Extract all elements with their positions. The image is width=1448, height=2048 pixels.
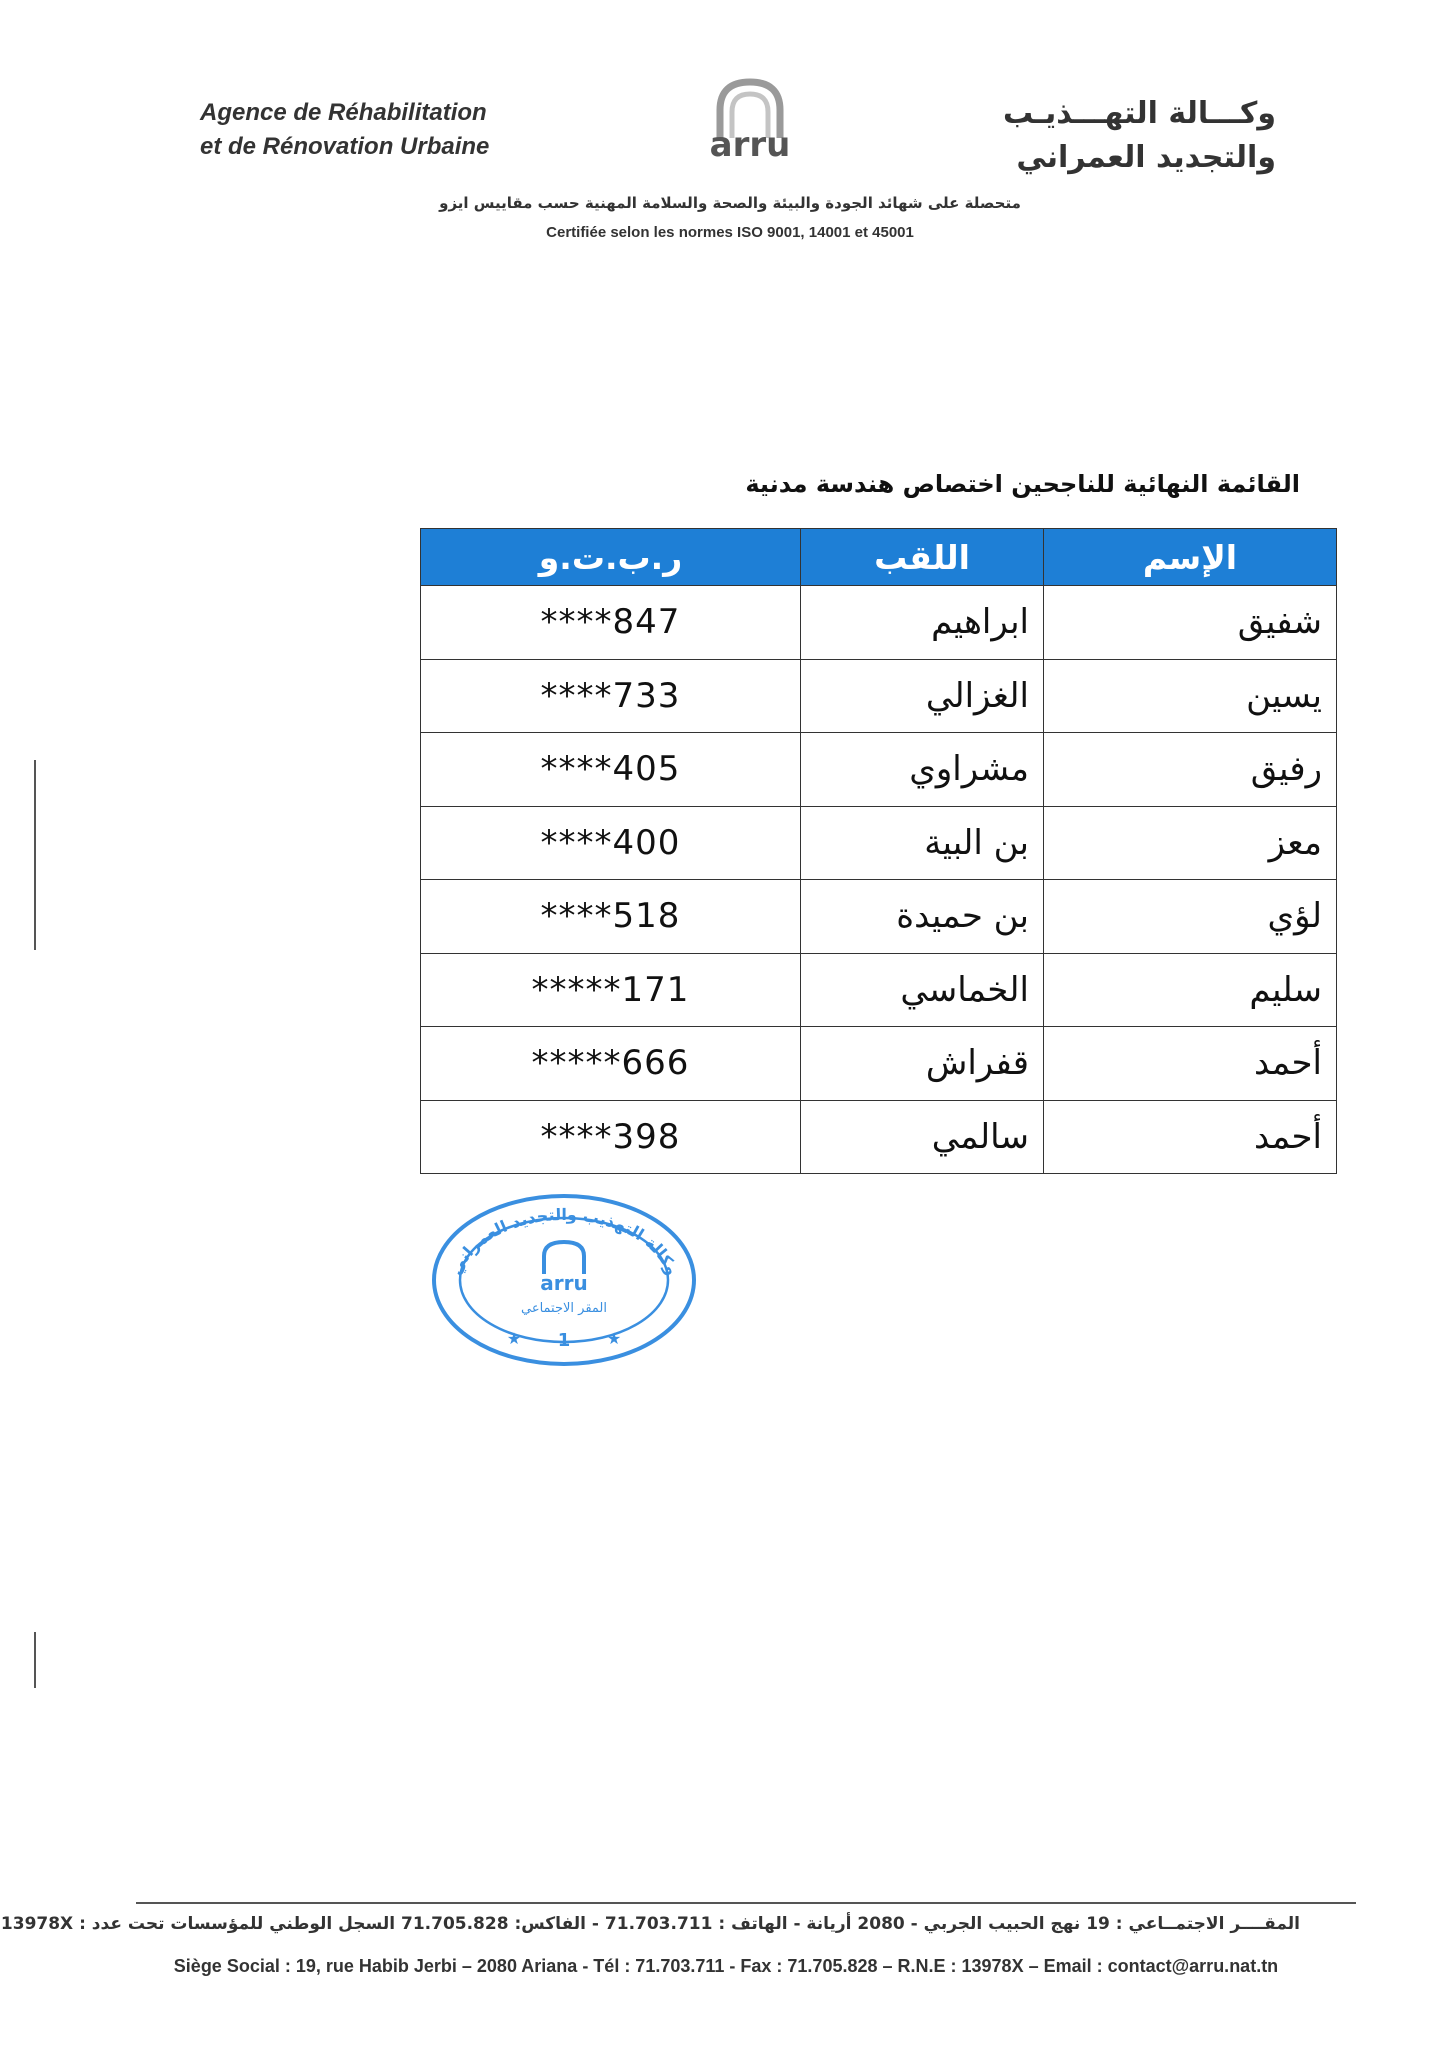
cell-id: *****666 <box>421 1027 801 1101</box>
stamp-number: 1 <box>557 1330 571 1351</box>
stamp-inner-text: المقر الاجتماعي <box>520 1301 608 1316</box>
cell-name: سليم <box>1044 953 1337 1027</box>
table-row <box>421 1027 1337 1101</box>
cell-id: ****733 <box>421 659 801 733</box>
cell-id: ****847 <box>421 586 801 660</box>
stamp-star-right: ★ <box>606 1329 622 1348</box>
stamp-star-left: ★ <box>506 1329 522 1348</box>
stamp-outer-text: وكالة التهذيب والتجديد العمراني <box>445 1204 683 1278</box>
cell-surname: ابراهيم <box>801 586 1044 660</box>
header-name: الإسم <box>1044 529 1337 586</box>
cell-surname: الخماسي <box>801 953 1044 1027</box>
cell-name: يسين <box>1044 659 1337 733</box>
cell-name: رفيق <box>1044 733 1337 807</box>
certification-ar: متحصلة على شهائد الجودة والبيئة والصحة والسلامة المهنية حسب مقاييس ايزو <box>439 194 1021 212</box>
table-row <box>421 586 1337 660</box>
table-row <box>421 1100 1337 1174</box>
org-name-fr <box>200 96 530 164</box>
scan-margin-line <box>34 1632 36 1688</box>
results-table <box>420 528 1337 1174</box>
cell-surname: قفراش <box>801 1027 1044 1101</box>
cell-id: ****405 <box>421 733 801 807</box>
cell-name: شفيق <box>1044 586 1337 660</box>
cell-name: أحمد <box>1044 1027 1337 1101</box>
cell-id: ****400 <box>421 806 801 880</box>
certification-fr: Certifiée selon les normes ISO 9001, 14001 et 45001 <box>546 224 914 241</box>
cell-id: ****518 <box>421 880 801 954</box>
header-surname: اللقب <box>801 529 1044 586</box>
arru-logo <box>690 76 810 172</box>
cell-surname: سالمي <box>801 1100 1044 1174</box>
org-name-fr-line1: Agence de Réhabilitation <box>200 99 487 126</box>
org-name-ar-line1: وكـــالة التهـــذيـب <box>1003 96 1276 131</box>
table-header-row <box>421 529 1337 586</box>
cell-name: لؤي <box>1044 880 1337 954</box>
arru-logo-text: arru <box>709 125 791 165</box>
table-row <box>421 953 1337 1027</box>
header-id: ر.ب.ت.و <box>421 529 801 586</box>
scan-margin-line <box>34 760 36 950</box>
cell-name: معز <box>1044 806 1337 880</box>
table-row <box>421 880 1337 954</box>
table-row <box>421 806 1337 880</box>
cell-name: أحمد <box>1044 1100 1337 1174</box>
footer-address-ar: المقــــر الاجتمــاعي : 19 نهج الحبيب الجربي - 2080 أريانة - الهاتف : 71.703.711 - الفاكس: 71.705.828 السجل الوطني للمؤسسات تحت عدد : 13978X <box>0 1914 1300 1934</box>
org-name-fr-line2: et de Rénovation Urbaine <box>200 133 490 160</box>
cell-id: ****398 <box>421 1100 801 1174</box>
stamp-logo-text: arru <box>540 1271 588 1295</box>
cell-id: *****171 <box>421 953 801 1027</box>
cell-surname: بن حميدة <box>801 880 1044 954</box>
footer-divider <box>136 1902 1356 1904</box>
document-title: القائمة النهائية للناجحين اختصاص هندسة مدنية <box>745 470 1300 498</box>
footer-address-fr: Siège Social : 19, rue Habib Jerbi – 2080 Ariana - Tél : 71.703.711 - Fax : 71.705.828 – R.N.E : 13978X – Email : contact@arru.nat.tn <box>173 1956 1279 1976</box>
org-name-ar <box>936 92 1276 180</box>
org-name-ar-line2: والتجديد العمراني <box>1016 140 1276 175</box>
official-stamp <box>428 1190 700 1370</box>
cell-surname: الغزالي <box>801 659 1044 733</box>
cell-surname: مشراوي <box>801 733 1044 807</box>
table-row <box>421 659 1337 733</box>
table-row <box>421 733 1337 807</box>
cell-surname: بن البية <box>801 806 1044 880</box>
